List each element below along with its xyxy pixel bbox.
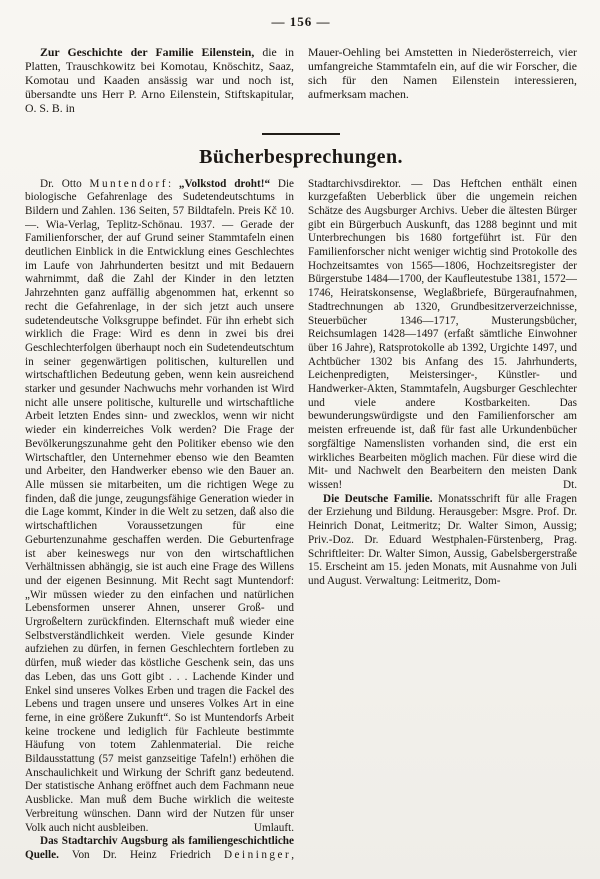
text-segment: , Stadtarchivsdirektor. — Das Heftchen enthält einen kurzgefaßten Ueberblick über die ungemein reichen Schätze des Augsburger Archivs. Ueber die ältesten Bürger gibt ein Bürgerbuch Auskunft, das 1288 beginnt und mit Unterbrechungen bis 1680 fortgeführt ist. Für den Familienforscher nicht weniger wichtig sind Protokolle des Hochzeitsamtes von 1565—1806, Hochzeitsregister der Bürgerstube 1484—1700, der Kaufleutestube 1381, 1572—1746, Heiratskonsense, Weglaßbriefe, Bürgeraufnahmen, Stadtrechnungen ab 1320, Grundbesitzerverzeichnisse, Steuerbücher 1346—1717, Musterungsbücher, Reichsumlagen 1428—1497 (erfaßt sämtliche Einwohner über 16 Jahre), Ratsprotokolle ab 1392, Urgichte 1497, und Achtbücher 1302 bis Anfang des 15. Jahrhunderts, Leichenpredigten, Meistersinger-, Künstler- und Handwerker-Akten, Stammtafeln, Augsburger Geschlechter und viele andere Kostbarkeiten. Das bewunderungswürdigste und den Familienforscher am meisten erfreuende ist, daß für fast alle Urkundenbücher sorgfältige Namenslisten vorhanden sind, die erst ein wirkliches Bearbeiten möglich machen. Für diese wird die Mit- und Nachwelt den Bearbeitern den meisten Dank wissen! <box>291 177 577 861</box>
text-segment: die in Platten, Trauschkowitz bei Komotau, Knöschitz, Saaz, Komotau und Kaaden ansässig war und noch ist, übersandte uns Herr P. Arno Eilenstein, Stiftskapitular, O. S. B. in <box>25 45 294 115</box>
intro-left-column <box>25 46 294 116</box>
text-segment: Dt. <box>563 479 577 491</box>
intro-right-column <box>308 46 577 116</box>
review-paragraph-volkstod-droht <box>25 178 294 836</box>
text-segment: Von Dr. Heinz Friedrich <box>58 848 224 861</box>
text-segment: Das Stadtarchiv Augsburg als familiengeschichtliche Quelle. <box>25 835 294 861</box>
section-heading: Bücherbesprechungen. <box>199 145 403 168</box>
text-segment: Deininger <box>223 848 292 861</box>
text-segment: „Volkstod droht!“ <box>178 177 271 190</box>
text-segment: Dr. Otto <box>40 177 90 190</box>
section-divider-rule <box>262 133 340 135</box>
text-segment: Zur Geschichte der Familie Eilenstein, <box>40 45 255 59</box>
text-segment: Muntendorf <box>89 177 168 190</box>
review-paragraph-deutsche-familie <box>308 493 577 589</box>
intro-note <box>25 46 577 116</box>
page-number: — 156 — <box>271 14 331 29</box>
text-segment: Monatsschrift für alle Fragen der Erziehung und Bildung. Herausgeber: Msgre. Prof. Dr. Heinrich Donat, Leitmeritz; Dr. Walter Simon, Aussig; Priv.-Doz. Dr. Eduard Westphalen-Fürstenberg, Prag. Schriftleiter: Dr. Walter Simon, Aussig, Gabelsbergerstraße 15. Erscheint am 15. jeden Monats, mit Ausnahme von Juli und August. Verwaltung: Leitmeritz, Dom- <box>308 492 577 587</box>
text-segment: Die Deutsche Familie. <box>323 492 433 505</box>
reviews-text-block <box>25 178 577 866</box>
text-segment: : <box>167 177 179 190</box>
text-segment: Umlauft. <box>253 821 294 834</box>
text-segment: Die biologische Gefahrenlage des Sudetendeutschtums in Bildern und Zahlen. 136 Seiten, 57 Bildtafeln. Preis Kč 10.—. Wia-Verlag, Teplitz-Schönau. 1937. — Gerade der Familienforscher, der auf Grund seiner Stammtafeln einen deutlichen Einblick in die Entwicklung eines Geschlechtes im Laufe von Jahrhunderten besitzt und mit Bedauern wahrnimmt, daß die Zahl der Kinder in den letzten Jahrzehnten ganz auffällig abgenommen hat, erkennt so recht die Gefahrenlage, in der sich jetzt auch unsere sudetendeutsche Volksgruppe befindet. Für ihn erhebt sich wirklich die Frage: Wird es denn in zwei bis drei Geschlechterfolgen überhaupt noch ein Sudetendeutschtum in seiner gegenwärtigen politischen, kulturellen und wirtschaftlichen Bedeutung geben, wenn kein ausreichend starker und gesunder Nachwuchs mehr vorhanden ist Wird nicht alle unsere politische, kulturelle und wirtschaftliche Arbeit letzten Endes sinn- und zwecklos, wenn wir nicht wieder ein kinderreiches Volk werden? Die Frage der Bevölkerungszunahme geht den Politiker ebenso wie den Wirtschaftler, den Unternehmer ebenso wie den Beamten und Arbeiter, den Handwerker ebenso wie den Bauer an. Alle müssen sie mitarbeiten, um die richtigen Wege zu finden, daß die junge, zeugungsfähige Generation wieder in die Lage kommt, Kinder in die Welt zu setzen, daß also die wirtschaftlichen Voraussetzungen für eine Geburtenzunahme geschaffen werden. Die Geburtenfrage ist aber keineswegs nur von den wirtschaftlichen Verhältnissen abhängig, sie ist auch eine Frage des Willens und der eigenen Besinnung. Mit Recht sagt Muntendorf: „Wir müssen wieder zu den einfachen und natürlichen Lebensformen unserer Ahnen, unserer Groß- und Urgroßeltern zurückfinden. Elternschaft muß wieder eine Selbstverständlichkeit werden. Viele gesunde Kinder aufziehen zu dürfen, in fernen Geschlechtern fortleben zu dürfen, muß wieder das köstliche Geschenk sein, das uns das Leben, das uns Gott gibt . . . Lachende Kinder und Enkel sind unseres Volkes Erben und tragen die Fackel des Lebens und tragen unsere und unseres Volkes Art in eine ferne, in eine größere Zukunft“. So ist Muntendorfs Arbeit keine trockene und lediglich für Fachleute bestimmte Häufung von totem Zahlenmaterial. Die reiche Bildausstattung (57 meist ganzseitige Tafeln!) erhöhen die Anschaulichkeit und Wirkung der Schrift ganz bedeutend. Der statistische Anhang eröffnet auch dem Fachmann neue Ausblicke. Man muß dem Buche wirklich die weiteste Verbreitung wünschen. Dann wird der Nutzen für unser Volk auch nicht ausbleiben. <box>25 177 295 834</box>
text-segment: Mauer-Oehling bei Amstetten in Niederösterreich, vier umfangreiche Stammtafeln ein, auf die wir Forscher, die sich für den Namen Eilenstein interessieren, aufmerksam machen. <box>308 45 577 101</box>
